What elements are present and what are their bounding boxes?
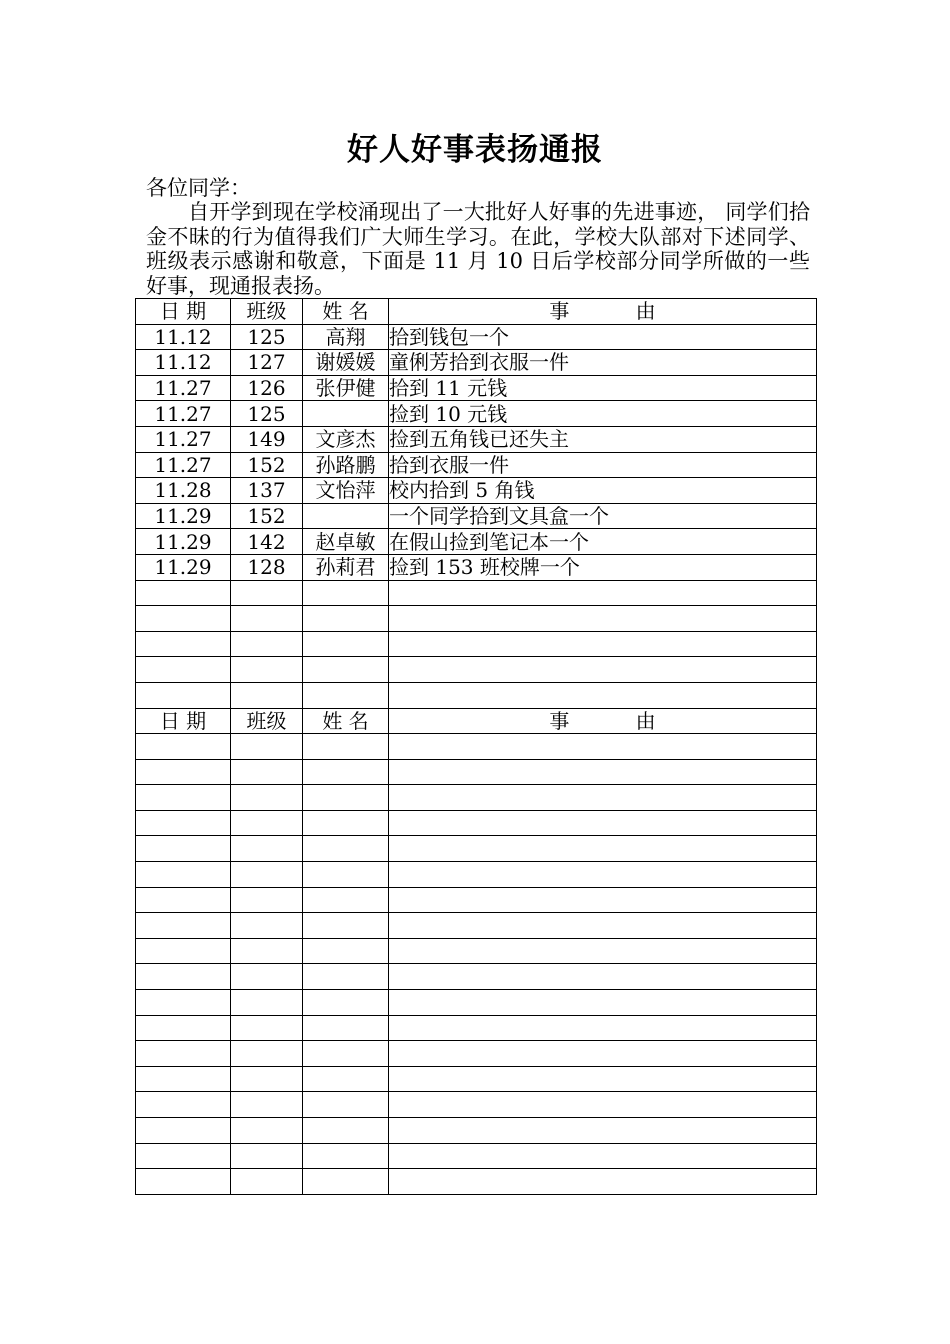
cell-class: 125	[231, 401, 303, 427]
header-date: 日 期	[136, 299, 231, 325]
header-name: 姓 名	[303, 299, 389, 325]
empty-row	[136, 938, 817, 964]
table-header-row	[136, 299, 817, 325]
table-row	[136, 426, 817, 452]
table-row	[136, 478, 817, 504]
cell-name	[303, 503, 389, 529]
greeting: 各位同学：	[146, 176, 251, 200]
cell-name: 高翔	[303, 324, 389, 350]
table-row	[136, 503, 817, 529]
header-date: 日 期	[136, 708, 231, 734]
cell-reason: 校内拾到 5 角钱	[389, 478, 817, 504]
cell-date: 11.28	[136, 478, 231, 504]
empty-row	[136, 990, 817, 1016]
cell-name: 孙莉君	[303, 554, 389, 580]
empty-row	[136, 734, 817, 760]
empty-row	[136, 836, 817, 862]
header-name: 姓 名	[303, 708, 389, 734]
cell-name: 张伊健	[303, 375, 389, 401]
empty-row	[136, 631, 817, 657]
cell-name: 文怡萍	[303, 478, 389, 504]
cell-class: 128	[231, 554, 303, 580]
cell-name: 文彦杰	[303, 426, 389, 452]
table-row	[136, 554, 817, 580]
cell-class: 125	[231, 324, 303, 350]
empty-row	[136, 682, 817, 708]
cell-name: 赵卓敏	[303, 529, 389, 555]
empty-row	[136, 1015, 817, 1041]
cell-date: 11.29	[136, 529, 231, 555]
cell-reason: 在假山捡到笔记本一个	[389, 529, 817, 555]
cell-reason: 捡到 153 班校牌一个	[389, 554, 817, 580]
cell-date: 11.29	[136, 554, 231, 580]
empty-row	[136, 785, 817, 811]
commendation-table	[135, 298, 817, 1195]
table-header-row-repeat	[136, 708, 817, 734]
cell-date: 11.27	[136, 401, 231, 427]
cell-class: 127	[231, 350, 303, 376]
cell-name: 孙路鹏	[303, 452, 389, 478]
table-row	[136, 401, 817, 427]
empty-row	[136, 606, 817, 632]
empty-row	[136, 1118, 817, 1144]
cell-reason: 拾到钱包一个	[389, 324, 817, 350]
cell-date: 11.27	[136, 452, 231, 478]
header-class: 班级	[231, 708, 303, 734]
empty-row	[136, 1041, 817, 1067]
cell-class: 152	[231, 452, 303, 478]
empty-row	[136, 1092, 817, 1118]
cell-reason: 一个同学拾到文具盒一个	[389, 503, 817, 529]
table-row	[136, 529, 817, 555]
cell-class: 149	[231, 426, 303, 452]
cell-class: 152	[231, 503, 303, 529]
empty-row	[136, 1066, 817, 1092]
empty-row	[136, 1143, 817, 1169]
header-reason: 事 由	[389, 708, 817, 734]
header-reason: 事 由	[389, 299, 817, 325]
cell-reason: 拾到衣服一件	[389, 452, 817, 478]
cell-date: 11.29	[136, 503, 231, 529]
cell-date: 11.12	[136, 350, 231, 376]
cell-class: 137	[231, 478, 303, 504]
cell-date: 11.27	[136, 426, 231, 452]
cell-name	[303, 401, 389, 427]
empty-row	[136, 657, 817, 683]
page-title: 好人好事表扬通报	[347, 132, 603, 168]
empty-row	[136, 913, 817, 939]
cell-class: 126	[231, 375, 303, 401]
empty-row	[136, 810, 817, 836]
empty-row	[136, 887, 817, 913]
empty-row	[136, 759, 817, 785]
announcement-body: 自开学到现在学校涌现出了一大批好人好事的先进事迹， 同学们拾金不昧的行为值得我们广大师生学习。在此，学校大队部对下述同学、班级表示感谢和敬意，下面是 11 月 10 日后学校部分同学所做的一些好事，现通报表扬。	[146, 200, 810, 298]
table-row	[136, 452, 817, 478]
table-row	[136, 375, 817, 401]
table-row	[136, 350, 817, 376]
cell-reason: 捡到五角钱已还失主	[389, 426, 817, 452]
cell-name: 谢媛媛	[303, 350, 389, 376]
header-class: 班级	[231, 299, 303, 325]
cell-reason: 拾到 11 元钱	[389, 375, 817, 401]
empty-row	[136, 1169, 817, 1195]
empty-row	[136, 862, 817, 888]
table-row	[136, 324, 817, 350]
empty-row	[136, 580, 817, 606]
cell-date: 11.12	[136, 324, 231, 350]
cell-reason: 童俐芳拾到衣服一件	[389, 350, 817, 376]
cell-class: 142	[231, 529, 303, 555]
cell-date: 11.27	[136, 375, 231, 401]
cell-reason: 捡到 10 元钱	[389, 401, 817, 427]
empty-row	[136, 964, 817, 990]
